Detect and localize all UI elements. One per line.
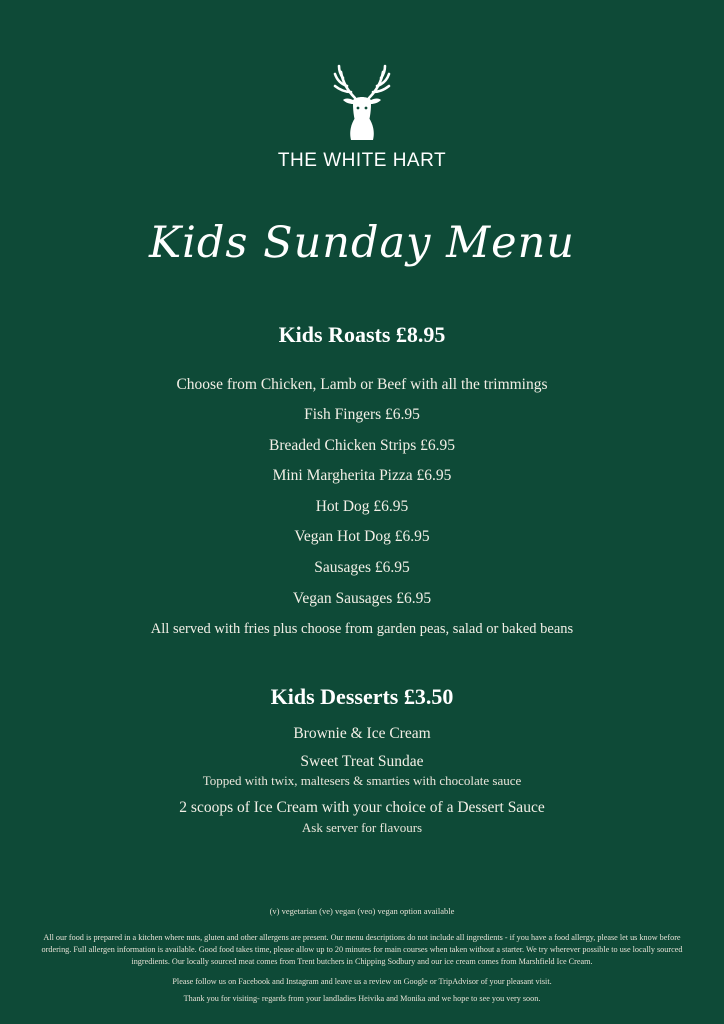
dessert-description: Ask server for flavours [301, 820, 423, 835]
roasts-heading: Kids Roasts £8.95 [278, 322, 446, 347]
menu-item: Mini Margherita Pizza £6.95 [272, 467, 452, 484]
desserts-heading: Kids Desserts £3.50 [270, 684, 454, 709]
menu-item: Fish Fingers £6.95 [304, 406, 420, 423]
dessert-item: Brownie & Ice Cream [293, 725, 431, 742]
roasts-note: All served with fries plus choose from garden peas, salad or baked beans [150, 621, 574, 637]
menu-title: Kids Sunday Menu [149, 218, 575, 268]
dessert-item: Sweet Treat Sundae [300, 753, 424, 770]
allergen-notice: All our food is prepared in a kitchen where nuts, gluten and other allergens are present. Our menu descriptions do not include all ingredients - if you have a food allergy, please let us know before ordering. Full allergen information is available. Good food takes time, please allow up to 20 minutes for main courses when taken without a starter. We try wherever possible to use locally sourced ingredients. Our locally sourced meat comes from Trent butchers in Chipping Sodbury and our ice cream comes from Marshfield Ice Cream. [41, 933, 683, 966]
dessert-item: 2 scoops of Ice Cream with your choice of a Dessert Sauce [179, 799, 545, 816]
menu-item: Choose from Chicken, Lamb or Beef with all the trimmings [176, 376, 548, 393]
brand-name: THE WHITE HART [277, 150, 447, 171]
dietary-key: (v) vegetarian (ve) vegan (veo) vegan option available [269, 906, 455, 916]
social-notice: Please follow us on Facebook and Instagram and leave us a review on Google or TripAdvisor of your pleasant visit. [172, 977, 552, 986]
menu-item: Breaded Chicken Strips £6.95 [269, 437, 455, 454]
thanks-note: Thank you for visiting- regards from your landladies Heivika and Monika and we hope to see you very soon. [183, 994, 541, 1003]
menu-item: Vegan Sausages £6.95 [292, 590, 432, 607]
menu-item: Sausages £6.95 [314, 559, 410, 576]
dessert-description: Topped with twix, maltesers & smarties with chocolate sauce [202, 773, 522, 788]
menu-item: Hot Dog £6.95 [315, 498, 409, 515]
menu-item: Vegan Hot Dog £6.95 [294, 528, 430, 545]
stag-head-icon [331, 62, 393, 142]
